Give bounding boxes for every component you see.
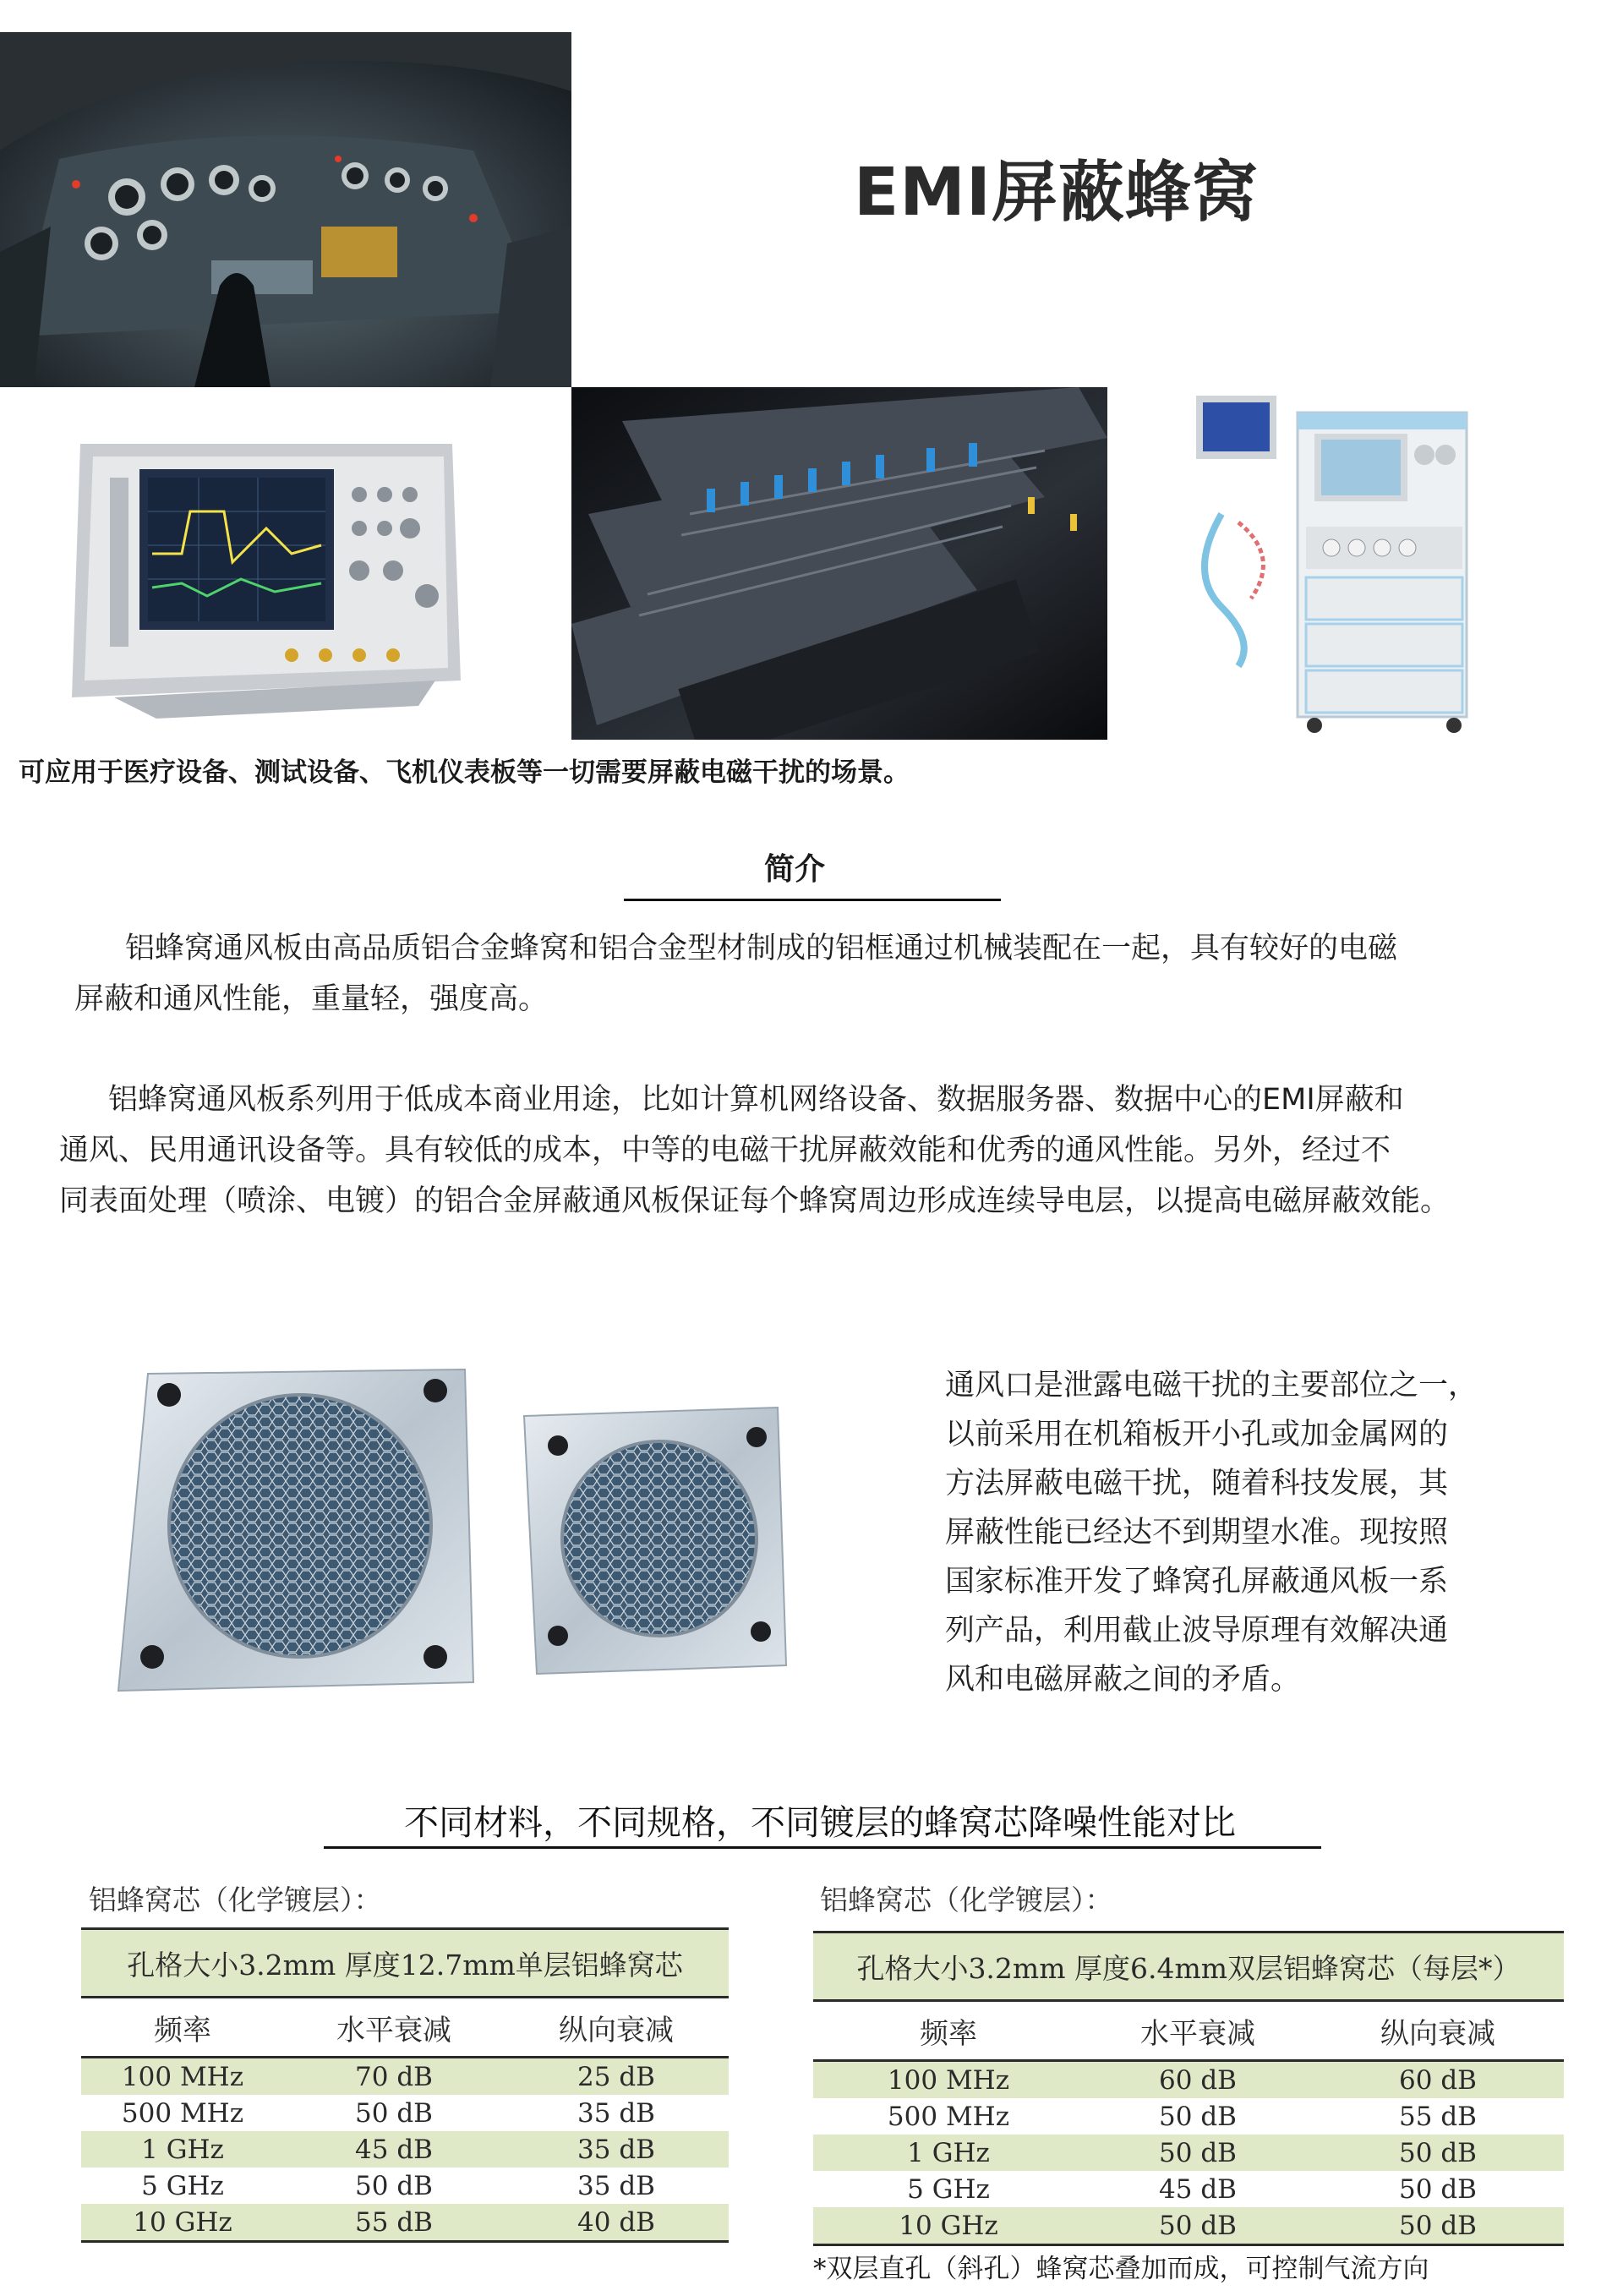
table-row <box>813 2098 1564 2135</box>
intro-paragraph-1-line-2: 屏蔽和通风性能，重量轻，强度高。 <box>74 982 549 1016</box>
table-row <box>81 2168 729 2204</box>
table-cell: 70 dB <box>284 2058 504 2096</box>
table-cell: 25 dB <box>504 2058 729 2096</box>
table-cell: 50 dB <box>1159 2101 1237 2132</box>
page-title: EMI屏蔽蜂窝 <box>854 155 1259 231</box>
table-cell: 40 dB <box>504 2204 729 2242</box>
vent-line-3: 方法屏蔽电磁干扰，随着科技发展，其 <box>945 1467 1449 1501</box>
table-cell: 10 GHz <box>81 2204 284 2242</box>
column-header-vertical-attenuation: 纵向衰减 <box>504 1998 729 2058</box>
vent-line-1: 通风口是泄露电磁干扰的主要部位之一， <box>945 1369 1478 1402</box>
vent-line-6: 列产品，利用截止波导原理有效解决通 <box>945 1614 1449 1648</box>
intro-heading-rule <box>624 899 1001 901</box>
table-row <box>813 2171 1564 2207</box>
table-cell: 55 dB <box>1399 2101 1477 2132</box>
table-cell: 60 dB <box>1312 2061 1564 2099</box>
vent-line-5: 国家标准开发了蜂窝孔屏蔽通风板一系 <box>945 1565 1449 1599</box>
vent-description <box>945 1361 1613 1704</box>
intro-heading: 简介 <box>763 852 825 887</box>
table-1-caption: 孔格大小3.2mm 厚度12.7mm单层铝蜂窝芯 <box>81 1929 729 1998</box>
table-cell: 50 dB <box>1312 2135 1564 2171</box>
table-row <box>81 2058 729 2096</box>
table-row <box>813 2207 1564 2245</box>
intro-paragraph-2-line-1: 铝蜂窝通风板系列用于低成本商业用途，比如计算机网络设备、数据服务器、数据中心的EMI屏蔽和 <box>108 1083 1404 1117</box>
table-row <box>813 2061 1564 2099</box>
table-cell: 35 dB <box>577 2170 655 2201</box>
oscilloscope-photo <box>63 427 469 731</box>
comparison-heading-rule <box>324 1846 1321 1849</box>
comparison-heading: 不同材料，不同规格，不同镀层的蜂窝芯降噪性能对比 <box>404 1802 1236 1843</box>
table-row <box>81 2204 729 2242</box>
intro-paragraph-2-line-3: 同表面处理（喷涂、电镀）的铝合金屏蔽通风板保证每个蜂窝周边形成连续导电层，以提高电磁屏蔽效能。 <box>59 1184 1451 1218</box>
table-cell: 1 GHz <box>81 2131 284 2168</box>
table-row <box>81 2095 729 2131</box>
footnote: *双层直孔（斜孔）蜂窝芯叠加而成，可控制气流方向 <box>813 2254 1429 2284</box>
table-cell: 45 dB <box>284 2131 504 2168</box>
table-cell: 100 MHz <box>81 2058 284 2096</box>
cockpit-photo <box>0 32 571 387</box>
table-row <box>81 2131 729 2168</box>
table-cell: 50 dB <box>355 2097 433 2129</box>
table-cell: 45 dB <box>1159 2173 1237 2205</box>
table-cell: 50 dB <box>355 2170 433 2201</box>
table-cell: 50 dB <box>1312 2207 1564 2245</box>
table-cell: 35 dB <box>577 2097 655 2129</box>
column-header-frequency: 频率 <box>813 2001 1084 2061</box>
table-cell: 60 dB <box>1084 2061 1312 2099</box>
vent-line-2: 以前采用在机箱板开小孔或加金属网的 <box>945 1418 1449 1451</box>
attenuation-table-1 <box>81 1927 729 2243</box>
column-header-frequency: 频率 <box>81 1998 284 2058</box>
intro-paragraph-1-line-1: 铝蜂窝通风板由高品质铝合金蜂窝和铝合金型材制成的铝框通过机械装配在一起，具有较好的电磁 <box>125 932 1398 965</box>
table-2-label: 铝蜂窝芯（化学镀层）： <box>820 1883 1113 1916</box>
table-cell: 50 dB <box>1399 2173 1477 2205</box>
table-cell: 100 MHz <box>813 2061 1084 2099</box>
intro-paragraph-2-line-2: 通风、民用通讯设备等。具有较低的成本，中等的电磁干扰屏蔽效能和优秀的通风性能。另外，经过不 <box>59 1134 1391 1167</box>
table-cell: 500 MHz <box>121 2097 244 2129</box>
table-cell: 50 dB <box>1084 2135 1312 2171</box>
table-cell: 50 dB <box>1084 2207 1312 2245</box>
anesthesia-machine-photo <box>1171 387 1484 742</box>
table-cell: 5 GHz <box>907 2173 990 2205</box>
table-row <box>813 2135 1564 2171</box>
column-header-vertical-attenuation: 纵向衰减 <box>1312 2001 1564 2061</box>
honeycomb-vent-panels-photo <box>110 1357 828 1712</box>
column-header-horizontal-attenuation: 水平衰减 <box>284 1998 504 2058</box>
table-cell: 5 GHz <box>141 2170 224 2201</box>
application-caption: 可应用于医疗设备、测试设备、飞机仪表板等一切需要屏蔽电磁干扰的场景。 <box>19 757 910 788</box>
server-rack-photo <box>571 387 1107 740</box>
column-header-horizontal-attenuation: 水平衰减 <box>1084 2001 1312 2061</box>
vent-line-7: 风和电磁屏蔽之间的矛盾。 <box>945 1663 1301 1697</box>
attenuation-table-2 <box>813 1931 1564 2246</box>
vent-line-4: 屏蔽性能已经达不到期望水准。现按照 <box>945 1516 1449 1550</box>
table-cell: 500 MHz <box>887 2101 1010 2132</box>
table-cell: 10 GHz <box>813 2207 1084 2245</box>
table-2-caption: 孔格大小3.2mm 厚度6.4mm双层铝蜂窝芯（每层*） <box>813 1932 1564 2001</box>
table-cell: 35 dB <box>504 2131 729 2168</box>
table-cell: 1 GHz <box>813 2135 1084 2171</box>
table-cell: 55 dB <box>284 2204 504 2242</box>
table-1-label: 铝蜂窝芯（化学镀层）： <box>89 1883 382 1916</box>
